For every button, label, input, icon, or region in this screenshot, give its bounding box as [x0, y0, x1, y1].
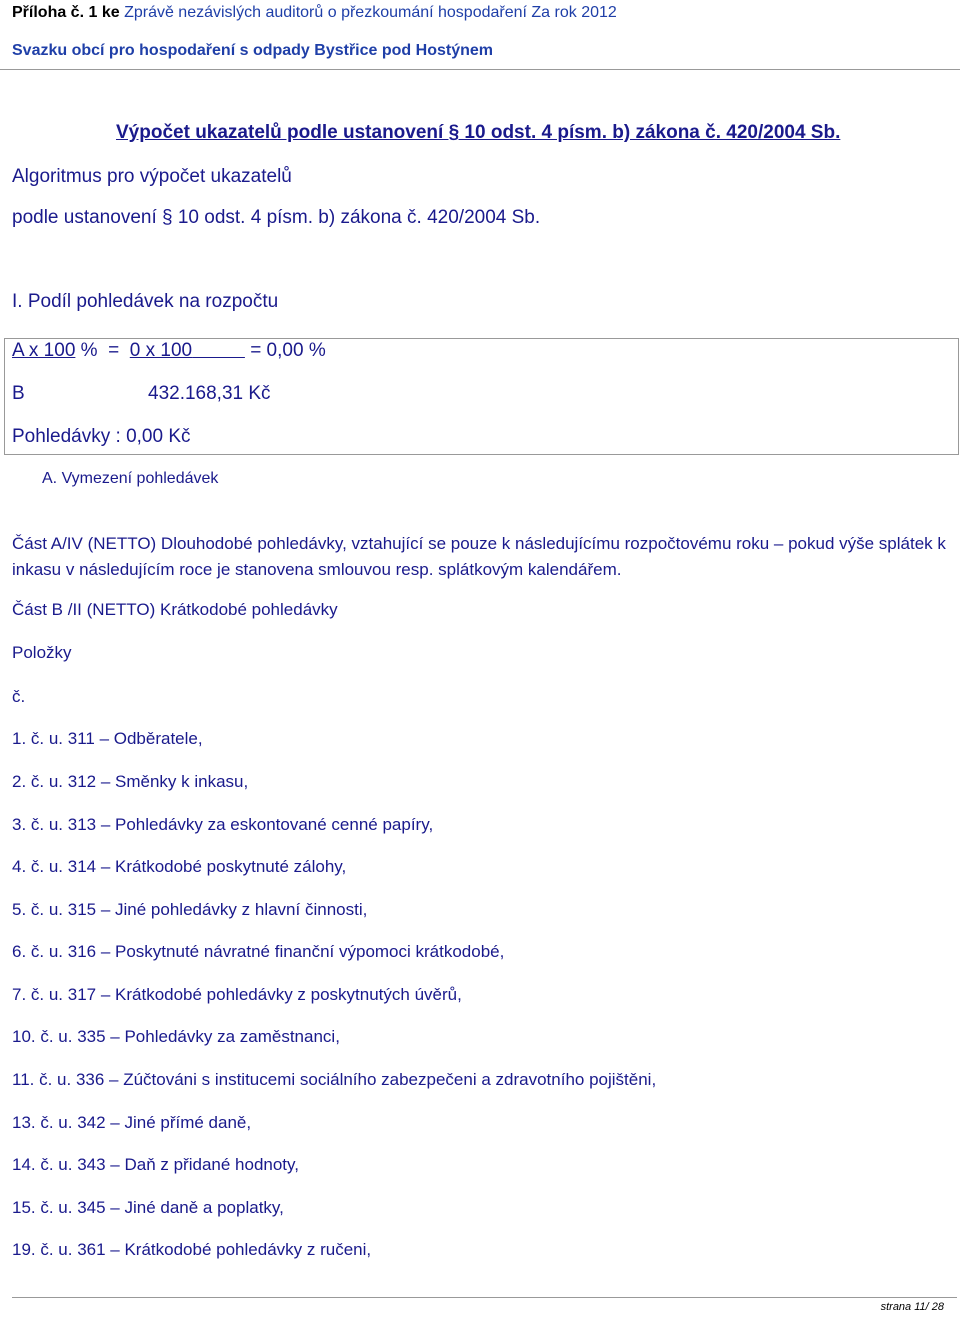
document-header [12, 4, 617, 22]
formula-numerator: A x 100 [12, 340, 76, 361]
list-item: 6. č. u. 316 – Poskytnuté návratné finanční výpomoci krátkodobé, [12, 942, 505, 961]
section-title-receivables-share: I. Podíl pohledávek na rozpočtu [12, 291, 279, 312]
list-item: 15. č. u. 345 – Jiné daně a poplatky, [12, 1198, 284, 1217]
header-prefix: Příloha č. 1 ke [12, 4, 120, 21]
section-a-title: A. Vymezení pohledávek [42, 470, 219, 487]
list-item: 14. č. u. 343 – Daň z přidané hodnoty, [12, 1155, 299, 1174]
formula-value: 0 x 100 [129, 340, 193, 361]
list-item: 11. č. u. 336 – Zúčtováni s institucemi sociálního zabezpečeni a zdravotního pojištěni, [12, 1070, 657, 1089]
calculation-title: Výpočet ukazatelů podle ustanovení § 10 odst. 4 písm. b) zákona č. 420/2004 Sb. [116, 122, 841, 143]
list-item: 10. č. u. 335 – Pohledávky za zaměstnanci, [12, 1027, 340, 1046]
formula-denominator-row [12, 383, 271, 405]
number-label: č. [12, 687, 26, 706]
footer-divider [12, 1297, 957, 1298]
denominator-label: B [12, 383, 25, 404]
header-divider [0, 69, 960, 70]
list-item: 1. č. u. 311 – Odběratele, [12, 729, 203, 748]
header-title: Zprávě nezávislých auditorů o přezkoumání hospodaření Za rok 2012 [124, 4, 617, 21]
denominator-value: 432.168,31 Kč [148, 383, 271, 404]
algorithm-title: Algoritmus pro výpočet ukazatelů [12, 166, 292, 187]
list-item: 3. č. u. 313 – Pohledávky za eskontované cenné papíry, [12, 815, 434, 834]
items-label: Položky [12, 643, 72, 662]
list-item: 4. č. u. 314 – Krátkodobé poskytnuté zálohy, [12, 857, 347, 876]
list-item: 2. č. u. 312 – Směnky k inkasu, [12, 772, 249, 791]
part-a-description: Část A/IV (NETTO) Dlouhodobé pohledávky, vztahující se pouze k následujícímu rozpočtovému roku – pokud výše splátek k inkasu v následujícím roce je stanovena smlouvou resp. splátkovým kalendářem. [12, 534, 946, 579]
list-item: 13. č. u. 342 – Jiné přímé daně, [12, 1113, 252, 1132]
algorithm-legal-basis: podle ustanovení § 10 odst. 4 písm. b) zákona č. 420/2004 Sb. [12, 207, 541, 228]
list-item: 19. č. u. 361 – Krátkodobé pohledávky z ručeni, [12, 1240, 372, 1259]
list-item: 5. č. u. 315 – Jiné pohledávky z hlavní činnosti, [12, 900, 368, 919]
formula-operator: % = [75, 340, 130, 361]
formula-numerator-row [12, 340, 326, 362]
receivables-total: Pohledávky : 0,00 Kč [12, 426, 191, 447]
part-b-title: Část B /II (NETTO) Krátkodobé pohledávky [12, 600, 338, 619]
page-number: strana 11/ 28 [880, 1301, 944, 1313]
header-organization: Svazku obcí pro hospodaření s odpady Bystřice pod Hostýnem [12, 42, 493, 59]
formula-result: = 0,00 % [250, 340, 326, 361]
list-item: 7. č. u. 317 – Krátkodobé pohledávky z poskytnutých úvěrů, [12, 985, 462, 1004]
